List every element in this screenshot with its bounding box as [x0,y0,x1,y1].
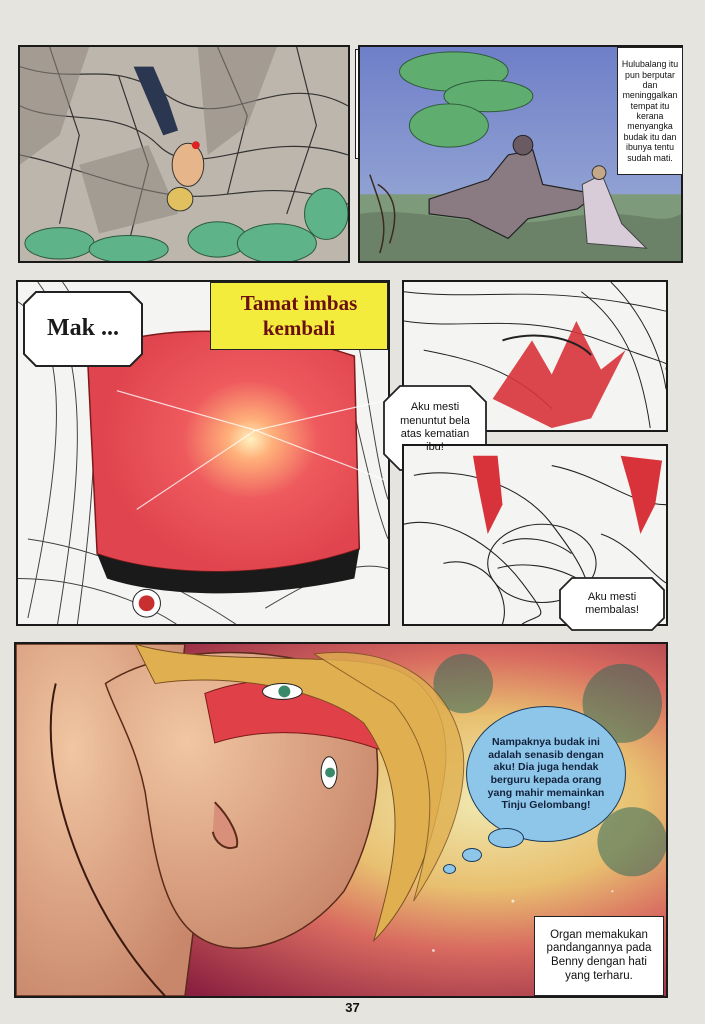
speech-bubble-mak [22,290,144,368]
thought-dot-small [443,864,456,874]
cliff-illustration [20,47,348,261]
thought-organ-text: Nampaknya budak ini adalah senasib dengan aku! Dia juga hendak berguru kepada orang yang mahir memainkan Tinju Gelombang! [487,736,605,812]
title-box-flashback-end: Tamat imbas kembali [210,282,388,350]
panel-falling-child [18,45,350,263]
speech-bubble-revenge [558,576,666,632]
speech-vengeance-text: Aku mesti menuntut bela atas kematian ibu! [400,401,470,454]
page-number: 37 [345,1000,360,1015]
speech-revenge-text: Aku mesti membalas! [585,590,639,616]
thought-dot-large [488,828,524,848]
thought-bubble-organ [466,706,626,842]
caption-organ-gazes: Organ memakukan pandangannya pada Benny dengan hati yang terharu. [534,916,664,996]
caption-soldier-leaves: Hulubalang itu pun berputar dan meninggalkan tempat itu kerana menyangka budak itu dan ibunya tentu sudah mati. [617,47,683,175]
thought-dot-medium [462,848,482,862]
speech-mak-text: Mak ... [47,315,119,342]
